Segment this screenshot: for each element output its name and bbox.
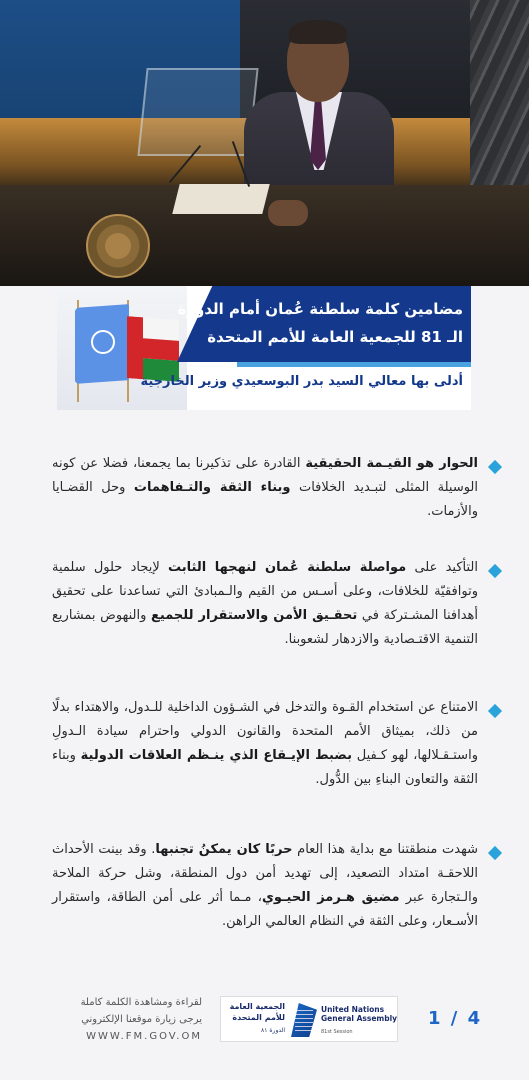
point-text: والنهوض بمشاريع التنمية الاقتـصادية والازدهار لشعوبنا. [52,608,478,647]
speaker-photo [0,0,529,286]
logo-arabic-line2: للأمم المتحدة [232,1013,285,1022]
point-text: الامتناع عن استخدام القـوة والتدخل في الشـؤون الداخلية للـدول، والاهتداء بدلًا من ذلك، بميثاق الأمم المتحدة والقانون الدولي واحترام سيادة الـدولِ واستـقـلالها، لهو كـفيل [52,700,478,763]
diamond-bullet-icon [488,564,502,578]
banner-subtitle: أدلى بها معالي السيد بدر البوسعيدي وزير الخارجية [140,374,463,389]
page-indicator: 1 / 4 [428,1008,483,1029]
point-emphasis-text: مضيق هـرمز الحيـوي [262,890,400,905]
banner-title-line1: مضامين كلمة سلطنة عُمان أمام الدورة [177,300,463,318]
point-emphasis-text: مواصلة سلطنة عُمان لنهجها الثابت [168,560,407,575]
speaker-hand [268,200,308,226]
point-text: . وقد بينت الأحداث اللاحقـة امتداد التصعيد، إلى تهديد أمن دول المنطقة، وشل حركة الملاحة والـتجارة عبر [52,842,478,905]
point-text: وحل القضـايا والأزمات. [52,480,478,519]
un-emblem-icon [91,330,115,354]
logo-english-line2: General Assembly [321,1014,398,1023]
banner-accent-line [237,362,471,367]
point-emphasis-text: تحقـيق الأمن والاستقرار للجميع [151,608,358,623]
banner-title-box [177,286,471,362]
point-emphasis-text: وبناء الثقة والتـفاهمات [133,480,291,495]
point-emphasis-text: بضبط الإيـقاع الذي ينـظم العلاقات الدولية [80,748,352,763]
point-1 [52,452,478,524]
oman-flag-icon [127,316,179,382]
point-3 [52,696,478,792]
logo-arabic-line1: الجمعية العامة [229,1002,285,1011]
flags-panel [57,286,187,410]
diamond-bullet-icon [488,460,502,474]
footer-website-link[interactable]: WWW.FM.GOV.OM [86,1031,202,1042]
logo-english-line1: United Nations [321,1005,385,1014]
footer-line2: يرجى زيارة موقعنا الإلكتروني [81,1014,202,1025]
teleprompter-glass [137,68,258,156]
diamond-bullet-icon [488,846,502,860]
un-general-assembly-logo-icon [220,996,398,1042]
un-emblem-icon [86,214,150,278]
footer-line1: لقراءة ومشاهدة الكلمة كاملة [80,997,202,1008]
point-4 [52,838,478,934]
footer-note [52,994,202,1028]
point-text: القادرة على تذكيرنا بما يجمعنا، فضلا عن كونه الوسيلة المثلى لتبـديد الخلافات [52,456,478,495]
ga-building-lines [295,1007,313,1033]
point-emphasis-text: الحوار هو القيـمة الحقيقية [305,456,479,471]
point-text: وبناء الثقة والتعاون البناءِ بين الدُّول. [52,748,478,787]
logo-english-line3: 81st Session [321,1029,353,1035]
point-text: لإيجاد حلول سلمية وتوافقيّة للخلافات، وعلى أسـس من القيم والـمبادئ التي تساعدنا على تحقيق أهدافنا المشـتركة في [52,560,478,623]
point-text: التأكيد على [406,560,478,575]
logo-arabic-line3: الدورة ٨١ [261,1027,285,1034]
diamond-bullet-icon [488,704,502,718]
title-banner [57,286,471,410]
point-text: شهدت منطقتنا مع بداية هذا العام [292,842,478,857]
point-text: ، مـما أثر على أمن الطاقة، واستقرار الأسـعار، وعلى الثقة في النظام العالمي الراهن. [52,890,478,929]
speech-papers [172,184,269,214]
banner-title-line2: الـ 81 للجمعية العامة للأمم المتحدة [207,328,463,346]
point-emphasis-text: حربًا كان يمكنُ تجنبها [155,842,293,857]
point-2 [52,556,478,652]
speaker-hair [289,20,347,44]
